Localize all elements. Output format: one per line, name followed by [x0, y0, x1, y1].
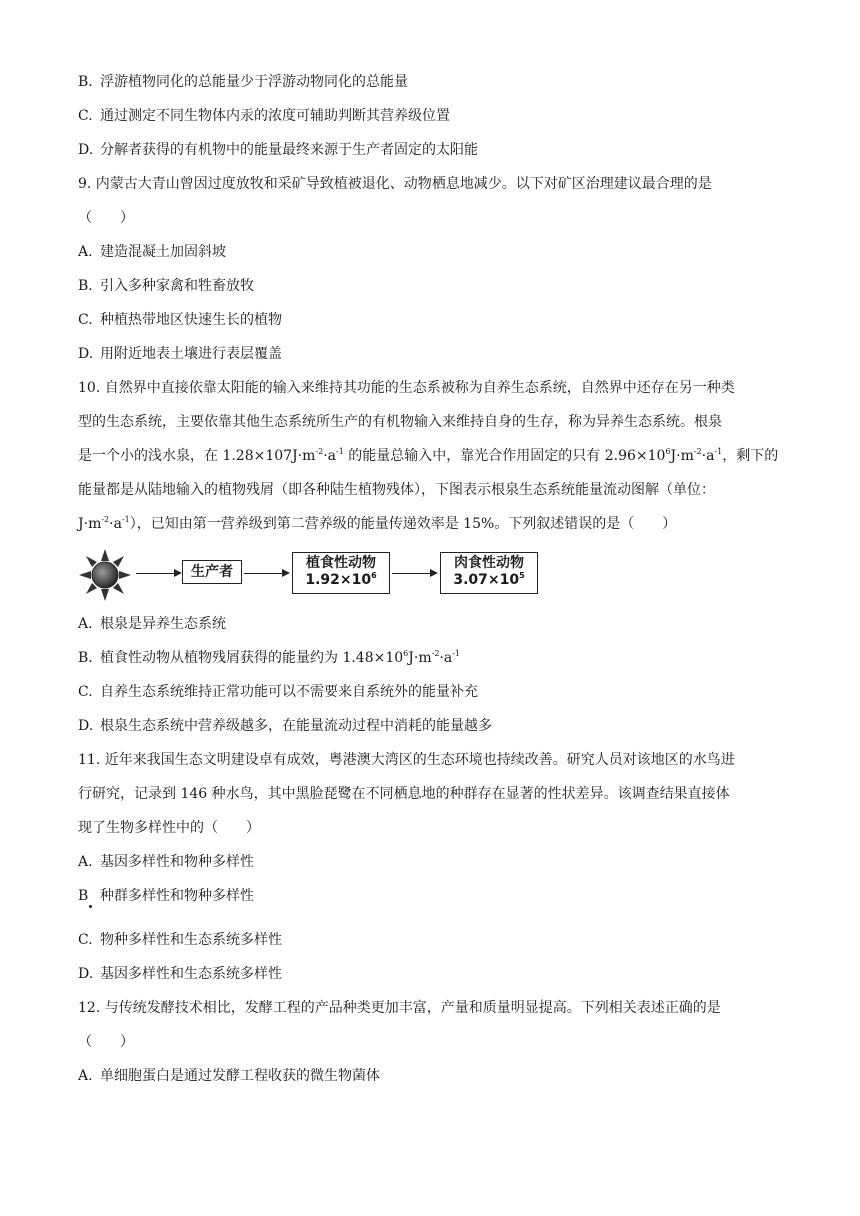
herbivore-value-exponent: 6	[371, 571, 377, 580]
q11-option-c	[78, 930, 282, 950]
q8-option-c	[78, 106, 450, 126]
option-text: 自养生态系统维持正常功能可以不需要来自系统外的能量补充	[100, 684, 478, 700]
option-text: 单细胞蛋白是通过发酵工程收获的微生物菌体	[100, 1068, 380, 1084]
q11-stem-line-2: 行研究，记录到 146 种水鸟，其中黑脸琵鹭在不同栖息地的种群存在显著的性状差异。该调查结果直接体	[78, 786, 730, 802]
option-text: 分解者获得的有机物中的能量最终来源于生产者固定的太阳能	[100, 142, 478, 158]
superscript: -2	[315, 447, 324, 456]
superscript: -2	[431, 649, 440, 658]
q11-option-d	[78, 964, 282, 984]
q11-stem-line-1: 11. 近年来我国生态文明建设卓有成效，粤港澳大湾区的生态环境也持续改善。研究人员对该地区的水鸟进	[78, 752, 735, 768]
superscript: -2	[693, 447, 702, 456]
option-letter: D.	[78, 142, 94, 158]
superscript: -2	[101, 515, 110, 524]
arrow-sun-to-producer	[136, 573, 180, 574]
q10-option-b	[78, 648, 460, 668]
option-text: 基因多样性和物种多样性	[100, 854, 254, 870]
superscript: -1	[121, 515, 130, 524]
option-letter: D.	[78, 718, 94, 734]
arrow-herbivore-to-carnivore	[392, 573, 436, 574]
q10-option-c	[78, 682, 478, 702]
carnivore-value-base: 3.07×10	[453, 572, 520, 588]
carnivore-box	[440, 552, 538, 594]
q11-option-a	[78, 852, 254, 872]
q8-option-d	[78, 140, 478, 160]
option-text: 种植热带地区快速生长的植物	[100, 312, 282, 328]
option-letter: B.	[78, 74, 93, 90]
q9-option-d	[78, 344, 282, 364]
superscript: 6	[403, 649, 409, 658]
q12-stem-line-1: 12. 与传统发酵技术相比，发酵工程的产品种类更加丰富，产量和质量明显提高。下列相关表述正确的是	[78, 1000, 721, 1016]
option-letter: A.	[78, 1068, 93, 1084]
text-segment: J·m	[78, 516, 102, 532]
option-letter: C.	[78, 312, 93, 328]
superscript: -1	[336, 447, 344, 456]
herbivore-box	[292, 552, 390, 594]
option-letter: C.	[78, 932, 93, 948]
superscript: 6	[665, 447, 671, 456]
q9-stem-line-1: 9. 内蒙古大青山曾因过度放牧和采矿导致植被退化、动物栖息地减少。以下对矿区治理建议最合理的是	[78, 176, 712, 192]
option-text: 通过测定不同生物体内汞的浓度可辅助判断其营养级位置	[100, 108, 450, 124]
option-letter: A.	[78, 616, 93, 632]
option-text: 引入多种家禽和牲畜放牧	[100, 278, 254, 294]
option-letter: D.	[78, 966, 94, 982]
option-text: 物种多样性和生态系统多样性	[100, 932, 282, 948]
text-segment: ），已知由第一营养级到第二营养级的能量传递效率是 15%。下列叙述错误的是（ ）	[129, 516, 677, 532]
carnivore-label: 肉食性动物	[454, 555, 524, 571]
q10-stem-line-5	[78, 514, 676, 534]
text-segment: ·a	[439, 650, 453, 666]
text-segment: 的能量总输入中，靠光合作用固定的只有 2.96×10	[343, 448, 666, 464]
text-segment: J·m	[408, 650, 432, 666]
text-segment: ·a	[701, 448, 715, 464]
herbivore-value-base: 1.92×10	[305, 572, 372, 588]
option-letter: B.	[78, 278, 93, 294]
carnivore-value	[441, 572, 537, 589]
text-segment: ·a	[323, 448, 337, 464]
option-text: 种群多样性和物种多样性	[100, 888, 254, 904]
stray-dot	[89, 905, 92, 908]
carnivore-value-exponent: 5	[519, 571, 525, 580]
option-letter: C.	[78, 684, 93, 700]
q9-option-b	[78, 276, 254, 296]
q9-option-a	[78, 242, 226, 262]
q10-option-a	[78, 614, 226, 634]
text-segment: 是一个小的浅水泉，在 1.28×107J·m	[78, 448, 316, 464]
q11-option-b	[78, 886, 254, 906]
superscript: -1	[714, 447, 723, 456]
option-text: 浮游植物同化的总能量少于浮游动物同化的总能量	[100, 74, 408, 90]
q10-stem-line-2: 型的生态系统，主要依靠其他生态系统所生产的有机物输入来维持自身的生存，称为异养生态系统。根泉	[78, 414, 722, 430]
q10-option-d	[78, 716, 492, 736]
q10-stem-line-1: 10. 自然界中直接依靠太阳能的输入来维持其功能的生态系被称为自养生态系统，自然界中还存在另一种类	[78, 380, 735, 396]
sun-icon	[78, 548, 132, 602]
option-letter: A.	[78, 244, 93, 260]
q12-option-a	[78, 1066, 380, 1086]
energy-flow-diagram	[78, 546, 538, 602]
option-text: 基因多样性和生态系统多样性	[100, 966, 282, 982]
option-letter: B.	[78, 650, 93, 666]
q10-stem-line-4: 能量都是从陆地输入的植物残屑（即各种陆生植物残体），下图表示根泉生态系统能量流动图解（单位：	[78, 482, 715, 498]
option-text: 根泉是异养生态系统	[100, 616, 226, 632]
q10-stem-line-3	[78, 446, 778, 466]
text-segment: 植食性动物从植物残屑获得的能量约为 1.48×10	[100, 650, 404, 666]
herbivore-value	[293, 572, 389, 589]
producer-box	[182, 560, 242, 584]
superscript: -1	[452, 649, 460, 658]
arrow-producer-to-herbivore	[244, 573, 288, 574]
q11-stem-line-3: 现了生物多样性中的（ ）	[78, 820, 260, 836]
producer-label: 生产者	[191, 564, 233, 580]
option-text: 根泉生态系统中营养级越多，在能量流动过程中消耗的能量越多	[100, 718, 492, 734]
q12-stem-line-2: （ ）	[78, 1034, 134, 1050]
option-letter: B	[78, 888, 89, 904]
text-segment: ·a	[109, 516, 122, 532]
option-letter: A.	[78, 854, 93, 870]
option-letter: C.	[78, 108, 93, 124]
text-segment: ，剩下的	[722, 448, 779, 464]
text-segment: J·m	[670, 448, 694, 464]
option-text: 用附近地表土壤进行表层覆盖	[100, 346, 282, 362]
herbivore-label: 植食性动物	[306, 555, 376, 571]
q9-stem-line-2: （ ）	[78, 210, 134, 226]
q9-option-c	[78, 310, 282, 330]
option-text: 建造混凝土加固斜坡	[100, 244, 226, 260]
option-letter: D.	[78, 346, 94, 362]
q8-option-b	[78, 72, 408, 92]
